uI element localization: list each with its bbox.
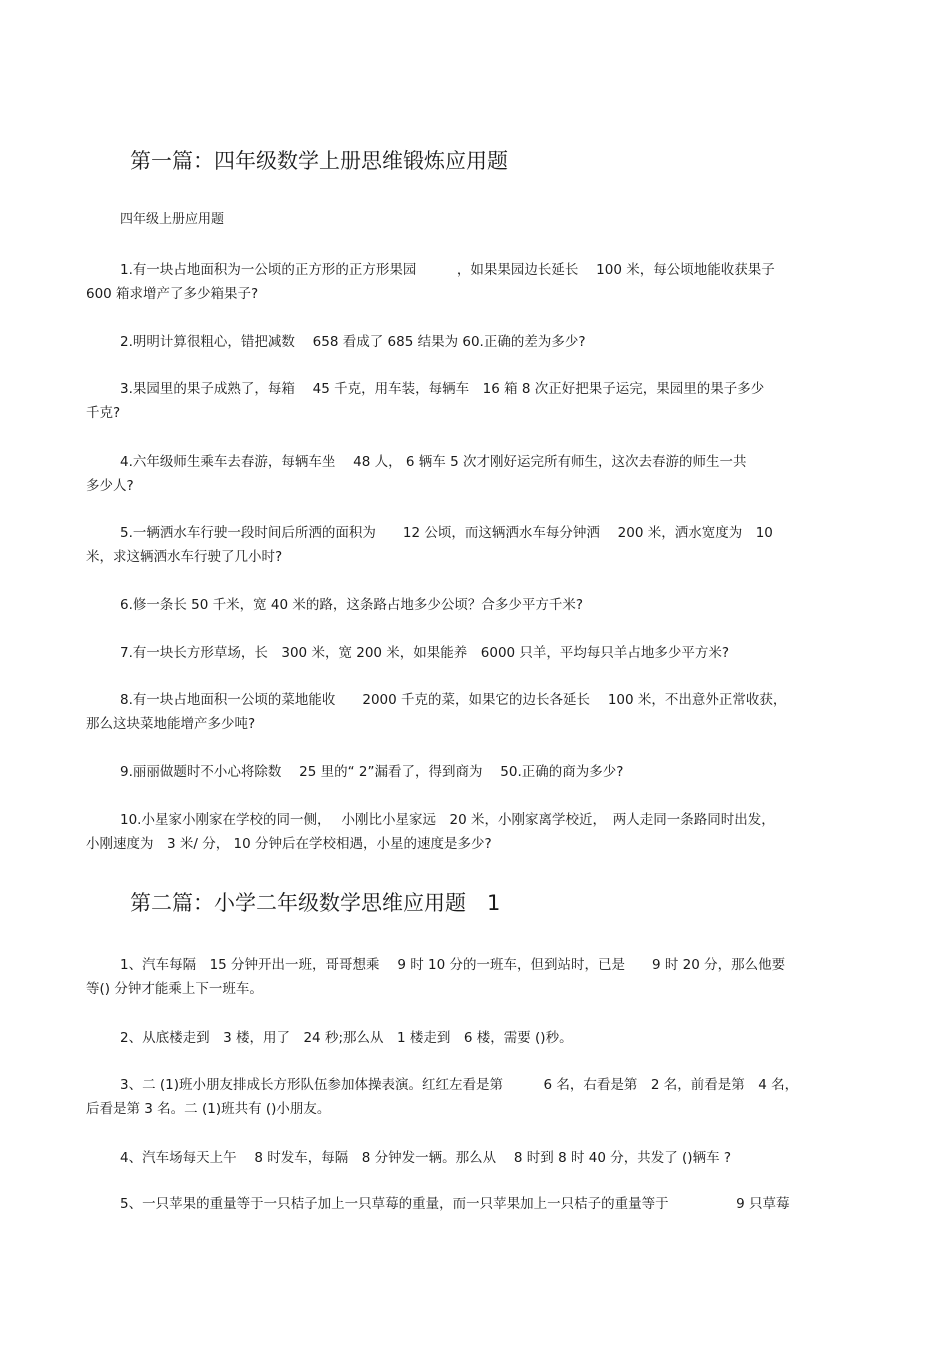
problem-s2-1 xyxy=(86,953,866,1001)
problem-line: 5.一辆洒水车行驶一段时间后所洒的面积为 12 公顷，而这辆洒水车每分钟洒 200 米，洒水宽度为 10 xyxy=(120,525,773,541)
problem-5 xyxy=(86,521,866,569)
problem-7 xyxy=(86,641,866,665)
problem-line: 4、汽车场每天上午 8 时发车，每隔 8 分钟发一辆。那么从 8 时到 8 时 40 分，共发了 ()辆车 ? xyxy=(120,1150,732,1166)
problem-line: 等() 分钟才能乘上下一班车。 xyxy=(86,981,263,997)
problem-1 xyxy=(86,258,866,306)
section1-title: 第一篇：四年级数学上册思维锻炼应用题 xyxy=(130,149,508,173)
problem-line: 4.六年级师生乘车去春游，每辆车坐 48 人， 6 辆车 5 次才刚好运完所有师生，这次去春游的师生一共 xyxy=(120,454,747,470)
problem-line: 千克? xyxy=(86,405,121,421)
problem-10 xyxy=(86,808,866,856)
problem-s2-3 xyxy=(86,1073,866,1121)
problem-s2-4 xyxy=(86,1146,866,1170)
problem-s2-5 xyxy=(86,1192,866,1216)
problem-2 xyxy=(86,330,866,354)
problem-line: 1.有一块占地面积为一公顷的正方形的正方形果园 ，如果果园边长延长 100 米，每公顷地能收获果子 xyxy=(120,262,775,278)
problem-line: 1、汽车每隔 15 分钟开出一班，哥哥想乘 9 时 10 分的一班车，但到站时，已是 9 时 20 分，那么他要 xyxy=(120,957,786,973)
problem-line: 3、二 (1)班小朋友排成长方形队伍参加体操表演。红红左看是第 6 名，右看是第 2 名，前看是第 4 名， xyxy=(120,1077,799,1093)
problem-line: 7.有一块长方形草场，长 300 米，宽 200 米，如果能养 6000 只羊，平均每只羊占地多少平方米? xyxy=(120,645,730,661)
problem-line: 8.有一块占地面积一公顷的菜地能收 2000 千克的菜，如果它的边长各延长 100 米，不出意外正常收获， xyxy=(120,692,787,708)
problem-line: 5、一只苹果的重量等于一只桔子加上一只草莓的重量，而一只苹果加上一只桔子的重量等于 9 只草莓 xyxy=(120,1196,790,1212)
problem-line: 后看是第 3 名。二 (1)班共有 ()小朋友。 xyxy=(86,1101,331,1117)
problem-line: 9.丽丽做题时不小心将除数 25 里的“ 2”漏看了，得到商为 50.正确的商为多少? xyxy=(120,764,624,780)
problem-s2-2 xyxy=(86,1026,866,1050)
section2-title: 第二篇：小学二年级数学思维应用题 1 xyxy=(130,891,501,915)
problem-line: 2.明明计算很粗心，错把减数 658 看成了 685 结果为 60.正确的差为多少? xyxy=(120,334,586,350)
problem-3 xyxy=(86,377,866,425)
problem-line: 10.小星家小刚家在学校的同一侧， 小刚比小星家远 20 米，小刚家离学校近， 两人走同一条路同时出发， xyxy=(120,812,775,828)
problem-line: 米，求这辆洒水车行驶了几小时? xyxy=(86,549,283,565)
problem-line: 6.修一条长 50 千米，宽 40 米的路，这条路占地多少公顷？合多少平方千米? xyxy=(120,597,584,613)
problem-line: 2、从底楼走到 3 楼，用了 24 秒;那么从 1 楼走到 6 楼，需要 ()秒。 xyxy=(120,1030,573,1046)
problem-8 xyxy=(86,688,866,736)
problem-line: 小刚速度为 3 米/ 分， 10 分钟后在学校相遇，小星的速度是多少? xyxy=(86,836,492,852)
problem-line: 3.果园里的果子成熟了，每箱 45 千克，用车装，每辆车 16 箱 8 次正好把果子运完，果园里的果子多少 xyxy=(120,381,765,397)
problem-4 xyxy=(86,450,866,498)
problem-6 xyxy=(86,593,866,617)
problem-line: 那么这块菜地能增产多少吨? xyxy=(86,716,256,732)
problem-9 xyxy=(86,760,866,784)
problem-line: 多少人? xyxy=(86,478,134,494)
problem-line: 600 箱求增产了多少箱果子? xyxy=(86,286,259,302)
section1-subtitle: 四年级上册应用题 xyxy=(120,212,225,227)
